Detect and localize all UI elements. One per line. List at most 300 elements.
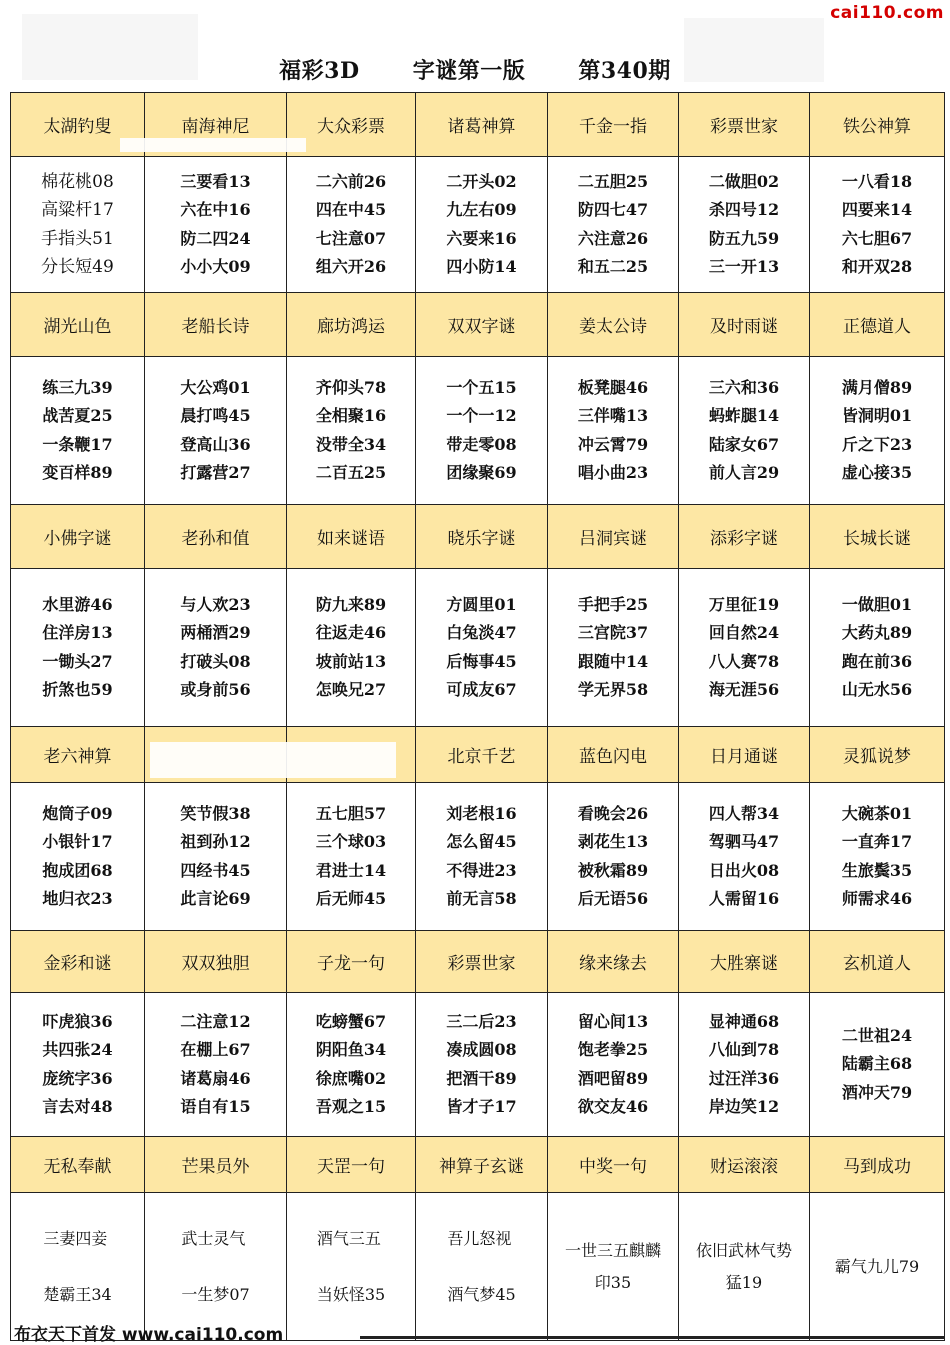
riddle-lines: [446, 374, 516, 488]
riddle-line: 九左右09: [446, 200, 517, 219]
riddle-lines: [446, 800, 516, 914]
riddle-cell: [287, 993, 416, 1137]
author-name: 大众彩票: [317, 117, 385, 137]
page-title: 福彩3D 字谜第一版 第340期: [279, 58, 671, 84]
riddle-cell: [145, 569, 287, 727]
riddle-cell: [810, 569, 945, 727]
riddle-cell: [11, 157, 145, 293]
author-name: 南海神尼: [181, 117, 250, 137]
author-name: 玄机道人: [843, 954, 911, 974]
riddle-line: 吾儿怒视: [447, 1228, 512, 1248]
riddle-line: 陆家女67: [708, 434, 780, 454]
author-name-cell: [810, 727, 945, 783]
riddle-line: 大公鸡01: [180, 377, 251, 397]
author-name-cell: [810, 93, 945, 157]
author-name: 老船长诗: [181, 317, 250, 337]
riddle-line: 住洋房13: [42, 623, 113, 642]
riddle-line: 防九来89: [315, 594, 387, 614]
author-name: 添彩字谜: [710, 529, 778, 549]
riddle-line: 虚心接35: [841, 463, 913, 482]
riddle-cell: [416, 1193, 548, 1341]
author-name-cell: [416, 727, 548, 783]
author-name: 金彩和谜: [43, 954, 112, 974]
riddle-line: 后无师45: [315, 889, 387, 908]
riddle-line: 岸边笑12: [708, 1097, 780, 1116]
riddle-line: 四人帮34: [708, 803, 780, 823]
riddle-cell: [810, 993, 945, 1137]
author-name-cell: [679, 931, 810, 993]
riddle-line: 万里征19: [708, 594, 780, 614]
riddle-cell: [11, 357, 145, 505]
riddle-line: 二开头02: [446, 171, 517, 191]
riddle-line: 二做胆02: [708, 171, 780, 191]
riddle-cell: [287, 357, 416, 505]
header-row: [11, 293, 945, 357]
author-name: 彩票世家: [447, 954, 516, 974]
riddle-lines: [316, 168, 386, 282]
riddle-table: [10, 92, 945, 1341]
author-name: 如来谜语: [317, 529, 385, 549]
riddle-lines: [447, 1223, 515, 1311]
riddle-lines: [180, 374, 250, 488]
author-name: 日月通谜: [710, 747, 778, 767]
riddle-line: 七注意07: [315, 228, 387, 248]
riddle-cell: [679, 993, 810, 1137]
riddle-line: 阴阳鱼34: [315, 1040, 387, 1059]
riddle-line: 大碗茶01: [841, 803, 913, 823]
author-name: 吕洞宾谜: [579, 529, 647, 549]
author-name: 缘来缘去: [579, 954, 647, 974]
riddle-row: [11, 783, 945, 931]
author-name-cell: [11, 293, 145, 357]
riddle-line: 六注意26: [577, 228, 649, 248]
riddle-line: 二五胆25: [577, 171, 649, 191]
riddle-line: 分长短49: [41, 257, 114, 277]
riddle-line: 诸葛扇46: [180, 1068, 251, 1088]
riddle-line: 打露营27: [180, 463, 251, 482]
riddle-lines: [709, 374, 779, 488]
riddle-line: 祖到孙12: [180, 832, 251, 851]
author-name: 天罡一句: [317, 1157, 385, 1177]
author-name-cell: [548, 727, 679, 783]
riddle-line: 显神通68: [708, 1011, 780, 1031]
riddle-line: 方圆里01: [446, 594, 517, 614]
riddle-line: 人需留16: [708, 889, 780, 908]
author-name-cell: [810, 293, 945, 357]
riddle-cell: [287, 1193, 416, 1341]
author-name: 神算子玄谜: [439, 1157, 524, 1177]
riddle-line: 一个五15: [446, 377, 517, 397]
riddle-line: 看晚会26: [577, 803, 649, 823]
riddle-line: 齐仰头78: [315, 377, 387, 397]
author-name: 大胜寨谜: [710, 954, 778, 974]
author-name-cell: [11, 1137, 145, 1193]
riddle-lines: [842, 374, 912, 488]
riddle-cell: [287, 569, 416, 727]
riddle-line: 酒吧留89: [577, 1068, 649, 1088]
riddle-line: 高粱杆17: [41, 200, 114, 220]
riddle-cell: [679, 783, 810, 931]
riddle-line: 酒冲天79: [841, 1082, 913, 1102]
riddle-line: 印35: [594, 1272, 632, 1292]
riddle-line: 可成友67: [446, 680, 517, 699]
riddle-line: 当妖怪35: [316, 1284, 386, 1304]
author-name-cell: [287, 505, 416, 569]
riddle-line: 跟随中14: [577, 651, 649, 671]
author-name: 太湖钓叟: [43, 117, 112, 137]
riddle-line: 六七胆67: [841, 228, 913, 248]
author-name-cell: [287, 931, 416, 993]
riddle-lines: [41, 168, 114, 282]
riddle-line: 不得进23: [446, 860, 517, 880]
riddle-line: 唱小曲23: [577, 463, 649, 482]
riddle-cell: [548, 1193, 679, 1341]
riddle-lines: [180, 591, 250, 705]
author-name: 双双独胆: [181, 954, 250, 974]
riddle-lines: [565, 1235, 661, 1299]
riddle-line: 登高山36: [180, 434, 251, 454]
riddle-line: 把酒干89: [446, 1068, 517, 1088]
riddle-cell: [679, 357, 810, 505]
riddle-line: 欲交友46: [577, 1097, 649, 1116]
author-name-cell: [679, 727, 810, 783]
riddle-line: 前人言29: [708, 463, 780, 482]
riddle-line: 在棚上67: [180, 1040, 251, 1059]
riddle-line: 一条鞭17: [42, 434, 113, 454]
author-name-cell: [548, 1137, 679, 1193]
riddle-line: 过汪洋36: [708, 1068, 780, 1088]
riddle-cell: [810, 1193, 945, 1341]
riddle-line: 白兔淡47: [446, 623, 517, 642]
riddle-cell: [810, 783, 945, 931]
riddle-line: 晨打鸣45: [180, 406, 251, 425]
riddle-line: 棉花桃08: [41, 171, 114, 192]
riddle-cell: [548, 157, 679, 293]
riddle-lines: [316, 1008, 386, 1122]
riddle-cell: [679, 157, 810, 293]
riddle-line: 没带全34: [315, 434, 387, 454]
riddle-cell: [810, 157, 945, 293]
riddle-lines: [709, 591, 779, 705]
riddle-line: 板凳腿46: [577, 377, 649, 397]
riddle-line: 吓虎狼36: [42, 1011, 113, 1031]
site-watermark: cai110.com: [830, 3, 944, 23]
author-name: 及时雨谜: [710, 317, 778, 337]
riddle-cell: [810, 357, 945, 505]
riddle-lines: [42, 1008, 112, 1122]
riddle-lines: [578, 800, 648, 914]
author-name-cell: [679, 293, 810, 357]
riddle-line: 战苦夏25: [42, 406, 113, 425]
riddle-line: 酒气梦45: [447, 1284, 516, 1304]
riddle-line: 跑在前36: [841, 651, 913, 671]
header-row: [11, 931, 945, 993]
riddle-line: 水里游46: [42, 594, 113, 614]
riddle-lines: [709, 168, 779, 282]
riddle-cell: [145, 157, 287, 293]
riddle-line: 猛19: [725, 1272, 763, 1292]
riddle-cell: [679, 569, 810, 727]
riddle-line: 防四七47: [577, 200, 649, 219]
riddle-line: 共四张24: [42, 1040, 113, 1059]
riddle-line: 留心间13: [577, 1011, 649, 1031]
author-name: 灵狐说梦: [843, 747, 911, 767]
riddle-cell: [416, 783, 548, 931]
riddle-line: 吃螃蟹67: [315, 1011, 387, 1031]
spacer: [317, 1255, 385, 1279]
author-name: 晓乐字谜: [447, 529, 516, 549]
riddle-line: 霸气九儿79: [834, 1256, 920, 1276]
riddle-line: 日出火08: [708, 860, 780, 880]
riddle-line: 两桶酒29: [180, 623, 251, 642]
author-name-cell: [416, 931, 548, 993]
riddle-lines: [316, 800, 386, 914]
riddle-line: 冲云霄79: [577, 434, 649, 454]
riddle-line: 往返走46: [315, 623, 387, 642]
author-name-cell: [416, 505, 548, 569]
riddle-line: 刘老根16: [446, 803, 517, 823]
riddle-lines: [317, 1223, 385, 1311]
riddle-line: 手把手25: [577, 594, 649, 614]
author-name-cell: [679, 93, 810, 157]
riddle-line: 和开双28: [841, 257, 913, 276]
author-name: 马到成功: [843, 1157, 911, 1177]
riddle-line: 此言论69: [180, 889, 251, 908]
riddle-line: 二百五25: [315, 463, 387, 482]
author-name-cell: [416, 293, 548, 357]
occlusion-strip-1: [120, 138, 306, 152]
author-name-cell: [11, 727, 145, 783]
riddle-line: 抱成团68: [42, 860, 113, 880]
riddle-line: 三六和36: [708, 377, 780, 397]
author-name: 彩票世家: [710, 117, 778, 137]
author-name: 正德道人: [843, 317, 911, 337]
riddle-line: 前无言58: [446, 889, 517, 908]
author-name: 芒果员外: [181, 1157, 250, 1177]
author-name: 北京千艺: [447, 747, 516, 767]
footer-divider: [360, 1336, 944, 1339]
author-name-cell: [810, 505, 945, 569]
riddle-line: 打破头08: [180, 651, 251, 671]
riddle-line: 回自然24: [708, 623, 780, 642]
riddle-line: 防五九59: [708, 228, 780, 248]
riddle-cell: [11, 569, 145, 727]
author-name: 财运滚滚: [710, 1157, 778, 1177]
riddle-line: 五七胆57: [315, 803, 387, 823]
riddle-lines: [709, 800, 779, 914]
riddle-line: 驾驷马47: [708, 832, 780, 851]
riddle-line: 一世三五麒麟: [564, 1240, 661, 1260]
riddle-lines: [180, 800, 250, 914]
riddle-line: 后悔事45: [446, 651, 517, 671]
author-name: 无私奉献: [43, 1157, 112, 1177]
riddle-cell: [548, 993, 679, 1137]
riddle-line: 三个球03: [315, 832, 387, 851]
riddle-cell: [287, 157, 416, 293]
riddle-line: 蚂蚱腿14: [708, 406, 780, 425]
riddle-lines: [42, 800, 112, 914]
riddle-lines: [835, 1251, 919, 1283]
riddle-cell: [145, 993, 287, 1137]
footer-source-line: 布衣天下首发 www.cai110.com: [14, 1325, 284, 1345]
riddle-line: 练三九39: [42, 377, 113, 397]
author-name-cell: [145, 293, 287, 357]
riddle-line: 二六前26: [315, 171, 387, 191]
riddle-line: 陆霸主68: [841, 1054, 913, 1074]
riddle-cell: [287, 783, 416, 931]
riddle-line: 杀四号12: [708, 200, 780, 219]
riddle-cell: [11, 993, 145, 1137]
author-name: 诸葛神算: [447, 117, 516, 137]
riddle-line: 一生梦07: [181, 1284, 250, 1304]
riddle-cell: [416, 993, 548, 1137]
riddle-cell: [548, 783, 679, 931]
riddle-cell: [416, 357, 548, 505]
riddle-cell: [679, 1193, 810, 1341]
riddle-line: 变百样89: [42, 463, 113, 482]
riddle-row: [11, 1193, 945, 1341]
riddle-line: 组六开26: [315, 257, 387, 276]
riddle-line: 六要来16: [446, 228, 517, 248]
riddle-lines: [42, 591, 112, 705]
riddle-line: 炮筒子09: [42, 803, 113, 823]
author-name-cell: [11, 505, 145, 569]
author-name: 老孙和值: [181, 529, 250, 549]
riddle-line: 语自有15: [180, 1097, 251, 1116]
riddle-line: 武士灵气: [181, 1228, 246, 1248]
riddle-line: 和五二25: [577, 257, 649, 276]
riddle-line: 一锄头27: [42, 651, 113, 671]
riddle-line: 三要看13: [180, 171, 251, 191]
riddle-line: 二注意12: [180, 1011, 251, 1031]
author-name-cell: [416, 1137, 548, 1193]
riddle-lines: [446, 1008, 516, 1122]
riddle-line: 三妻四妾: [43, 1228, 108, 1248]
riddle-lines: [578, 1008, 648, 1122]
riddle-line: 折煞也59: [42, 680, 113, 699]
riddle-lines: [696, 1235, 792, 1299]
header-row: [11, 505, 945, 569]
riddle-lines: [42, 374, 112, 488]
riddle-line: 师需求46: [841, 889, 913, 908]
riddle-line: 三二后23: [446, 1011, 517, 1031]
riddle-cell: [145, 357, 287, 505]
riddle-line: 一八看18: [841, 171, 913, 191]
author-name: 蓝色闪电: [579, 747, 647, 767]
header-row: [11, 1137, 945, 1193]
riddle-lines: [709, 1008, 779, 1122]
riddle-line: 怎么留45: [446, 832, 517, 851]
riddle-line: 怎唤兄27: [315, 680, 387, 699]
riddle-line: 山无水56: [841, 680, 913, 699]
riddle-line: 小银针17: [42, 832, 113, 851]
riddle-line: 后无语56: [577, 889, 649, 908]
spacer: [447, 1255, 515, 1279]
riddle-line: 一做胆01: [841, 594, 913, 614]
riddle-line: 剥花生13: [577, 832, 649, 851]
riddle-line: 全相聚16: [315, 406, 387, 425]
riddle-cell: [548, 569, 679, 727]
riddle-line: 四经书45: [180, 860, 251, 880]
riddle-lines: [316, 591, 386, 705]
riddle-lines: [316, 374, 386, 488]
riddle-line: 三伴嘴13: [577, 406, 649, 425]
riddle-row: [11, 157, 945, 293]
riddle-line: 一个一12: [446, 406, 517, 425]
author-name: 千金一指: [579, 117, 647, 137]
riddle-line: 三宫院37: [577, 623, 649, 642]
author-name-cell: [11, 931, 145, 993]
riddle-cell: [145, 783, 287, 931]
riddle-line: 被秋霜89: [577, 860, 649, 880]
riddle-lines: [842, 168, 912, 282]
author-name: 老六神算: [43, 747, 112, 767]
spacer: [181, 1255, 249, 1279]
riddle-line: 防二四24: [180, 228, 251, 248]
riddle-line: 团缘聚69: [446, 463, 517, 482]
author-name-cell: [287, 293, 416, 357]
riddle-line: 六在中16: [180, 200, 251, 219]
riddle-line: 满月僧89: [841, 377, 913, 397]
riddle-line: 言去对48: [42, 1097, 113, 1116]
riddle-line: 一直奔17: [841, 832, 913, 851]
riddle-line: 楚霸王34: [43, 1284, 112, 1304]
riddle-line: 手指头51: [41, 228, 114, 249]
riddle-line: 或身前56: [180, 680, 251, 699]
riddle-line: 与人欢23: [180, 594, 251, 614]
riddle-line: 庞统字36: [42, 1068, 113, 1088]
riddle-lines: [842, 591, 912, 705]
riddle-line: 斤之下23: [841, 434, 913, 454]
riddle-lines: [578, 374, 648, 488]
riddle-lines: [181, 1223, 249, 1311]
riddle-lines: [446, 168, 516, 282]
riddle-cell: [548, 357, 679, 505]
riddle-line: 坡前站13: [315, 651, 387, 671]
riddle-row: [11, 569, 945, 727]
author-name-cell: [145, 505, 287, 569]
spacer: [43, 1255, 111, 1279]
author-name-cell: [416, 93, 548, 157]
riddle-lines: [43, 1223, 111, 1311]
author-name: 双双字谜: [447, 317, 516, 337]
author-name-cell: [679, 505, 810, 569]
riddle-line: 三一开13: [708, 257, 780, 276]
riddle-row: [11, 993, 945, 1137]
riddle-cell: [11, 783, 145, 931]
author-name: 廊坊鸿运: [317, 317, 385, 337]
author-name-cell: [548, 93, 679, 157]
riddle-line: 皆洞明01: [841, 406, 913, 425]
riddle-line: 小小大09: [180, 257, 251, 276]
riddle-line: 地归衣23: [42, 889, 113, 908]
riddle-line: 海无涯56: [708, 680, 780, 699]
riddle-line: 四在中45: [315, 200, 387, 219]
riddle-line: 徐庶嘴02: [315, 1068, 387, 1088]
riddle-lines: [842, 800, 912, 914]
riddle-lines: [578, 168, 648, 282]
author-name: 小佛字谜: [43, 529, 112, 549]
riddle-line: 君进士14: [315, 860, 387, 880]
author-name: 中奖一句: [579, 1157, 647, 1177]
riddle-line: 二世祖24: [841, 1025, 913, 1045]
author-name-cell: [145, 1137, 287, 1193]
riddle-line: 笑节假38: [180, 803, 251, 823]
riddle-row: [11, 357, 945, 505]
author-name-cell: [548, 931, 679, 993]
riddle-line: 吾观之15: [315, 1097, 387, 1116]
riddle-line: 学无界58: [577, 680, 649, 699]
